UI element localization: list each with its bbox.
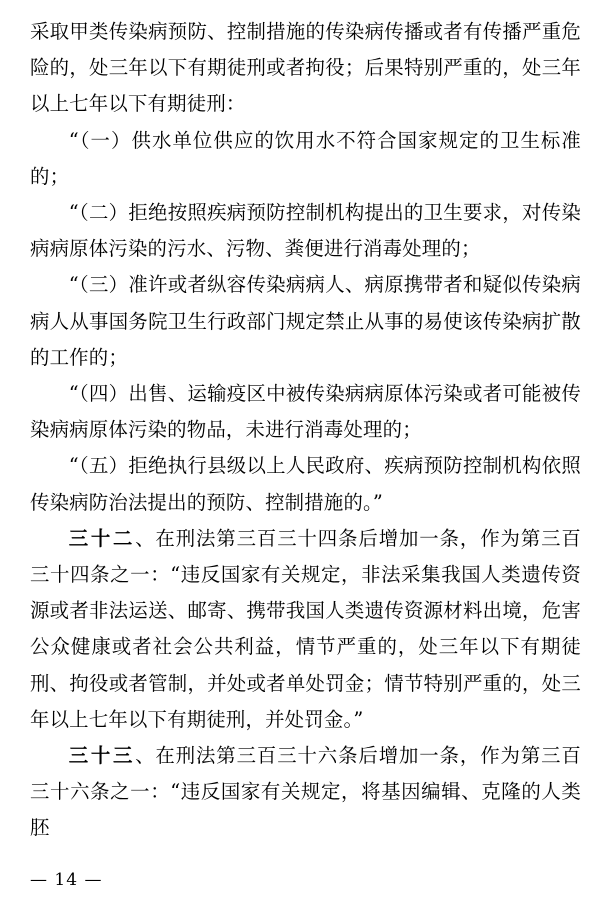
paragraph-item-4: “（四）出售、运输疫区中被传染病病原体污染或者可能被传染病病原体污染的物品，未进行消毒处理的； <box>30 382 581 442</box>
paragraph-item-1: “（一）供水单位供应的饮用水不符合国家规定的卫生标准的； <box>30 128 581 188</box>
article-32 <box>30 521 581 738</box>
article-33-text: 、在刑法第三百三十六条后增加一条，作为第三百三十六条之一：“违反国家有关规定，将基因编辑、克隆的人类胚 <box>30 744 582 840</box>
document-body <box>30 14 581 847</box>
paragraph-item-5: “（五）拒绝执行县级以上人民政府、疾病预防控制机构依照传染病防治法提出的预防、控制措施的。” <box>30 454 581 514</box>
page-number: — 14 — <box>30 870 103 890</box>
paragraph-opening: 采取甲类传染病预防、控制措施的传染病传播或者有传播严重危险的，处三年以下有期徒刑或者拘役；后果特别严重的，处三年以上七年以下有期徒刑： <box>30 20 581 116</box>
paragraph-item-3: “（三）准许或者纵容传染病病人、病原携带者和疑似传染病病人从事国务院卫生行政部门规定禁止从事的易使该传染病扩散的工作的； <box>30 273 581 369</box>
article-33 <box>30 738 581 847</box>
article-32-number: 三十二 <box>68 526 136 550</box>
paragraph-item-2: “（二）拒绝按照疾病预防控制机构提出的卫生要求，对传染病病原体污染的污水、污物、粪便进行消毒处理的； <box>30 201 581 261</box>
article-33-number: 三十三 <box>68 744 136 768</box>
article-32-text: 、在刑法第三百三十四条后增加一条，作为第三百三十四条之一：“违反国家有关规定，非法采集我国人类遗传资源或者非法运送、邮寄、携带我国人类遗传资源材料出境，危害公众健康或者社会公共利益，情节严重的，处三年以下有期徒刑、拘役或者管制，并处或者单处罚金；情节特别严重的，处三年以上七年以下有期徒刑，并处罚金。” <box>30 526 582 731</box>
